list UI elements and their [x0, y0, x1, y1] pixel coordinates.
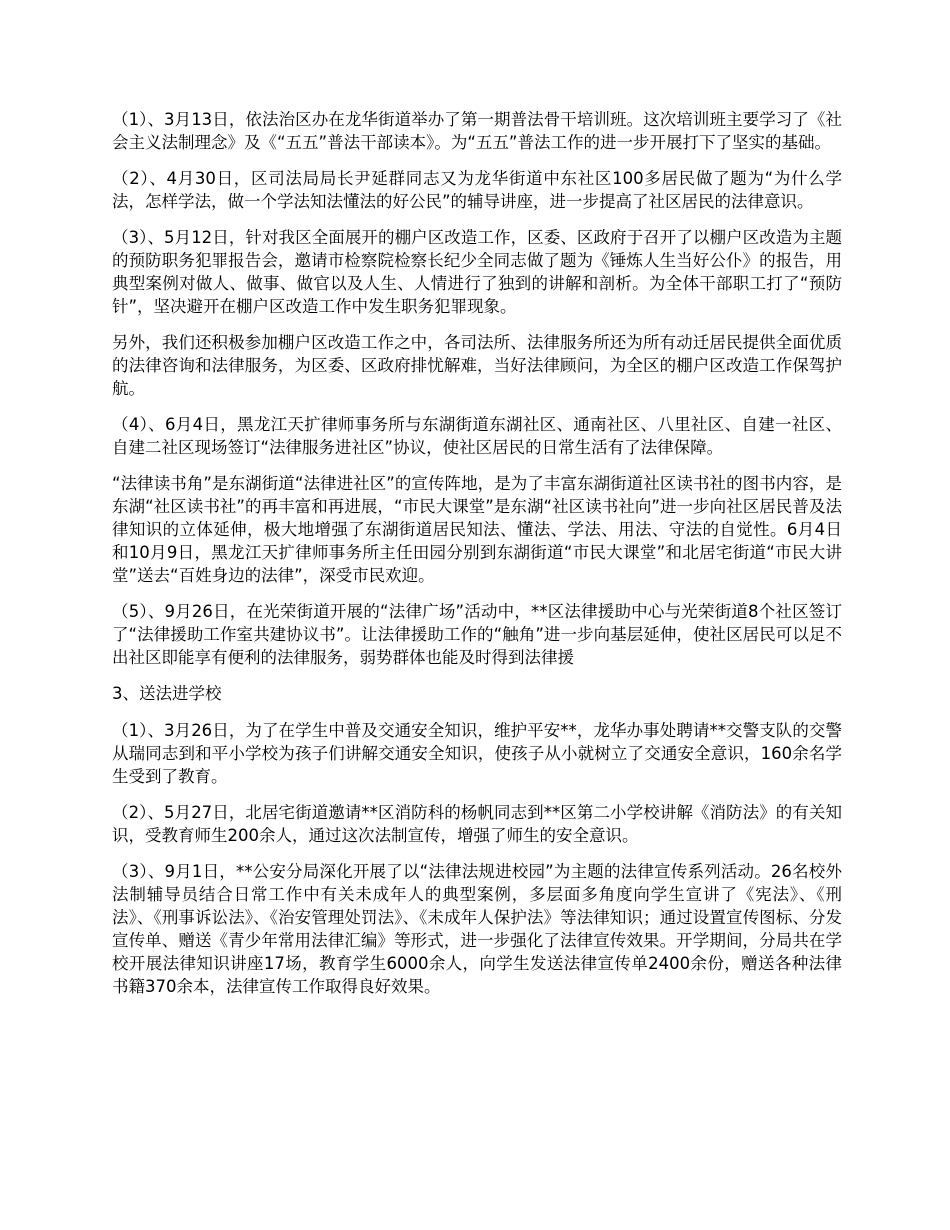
paragraph-8: （1）、3月26日，为了在学生中普及交通安全知识，维护平安**，龙华办事处聘请**交警支队的交警从瑞同志到和平小学校为孩子们讲解交通安全知识，使孩子从小就树立了交通安全意识，160余名学生受到了教育。 [112, 721, 842, 786]
section-heading: 3、送法进学校 [112, 684, 222, 703]
paragraph-4: 另外，我们还积极参加棚户区改造工作之中，各司法所、法律服务所还为所有动迁居民提供全面优质的法律咨询和法律服务，为区委、区政府排忧解难，当好法律顾问，为全区的棚户区改造工作保驾护航。 [112, 333, 842, 398]
paragraph-10: （3）、9月1日，**公安分局深化开展了以“法律法规进校园”为主题的法律宣传系列活动。26名校外法制辅导员结合日常工作中有关未成年人的典型案例，多层面多角度向学生宣讲了《宪法》、《刑法》、《刑事诉讼法》、《治安管理处罚法》、《未成年人保护法》等法律知识；通过设置宣传图标、分发宣传单、赠送《青少年常用法律汇编》等形式，进一步强化了法律宣传效果。开学期间，分局共在学校开展法律知识讲座17场，教育学生6000余人，向学生发送法律宣传单2400余份，赠送各种法律书籍370余本，法律宣传工作取得良好效果。 [112, 862, 842, 996]
paragraph-6: “法律读书角”是东湖街道“法律进社区”的宣传阵地，是为了丰富东湖街道社区读书社的图书内容，是东湖“社区读书社”的再丰富和再进展，“市民大课堂”是东湖“社区读书社向”进一步向社区居民普及法律知识的立体延伸，极大地增强了东湖街道居民知法、懂法、学法、用法、守法的自觉性。6月4日和10月9日，黑龙江天扩律师事务所主任田园分别到东湖街道“市民大课堂”和北居宅街道“市民大讲堂”送去“百姓身边的法律”，深受市民欢迎。 [112, 474, 842, 585]
paragraph-1: （1）、3月13日，依法治区办在龙华街道举办了第一期普法骨干培训班。这次培训班主要学习了《社会主义法制理念》及《“五五”普法干部读本》。为“五五”普法工作的进一步开展打下了坚实的基础。 [112, 110, 842, 152]
paragraph-7: （5）、9月26日，在光荣街道开展的“法律广场”活动中，**区法律援助中心与光荣街道8个社区签订了“法律援助工作室共建协议书”。让法律援助工作的“触角”进一步向基层延伸，使社区居民可以足不出社区即能享有便利的法律服务，弱势群体也能及时得到法律援 [112, 602, 842, 667]
paragraph-3: （3）、5月12日，针对我区全面展开的棚户区改造工作，区委、区政府于召开了以棚户区改造为主题的预防职务犯罪报告会，邀请市检察院检察长纪少全同志做了题为《锤炼人生当好公仆》的报告，用典型案例对做人、做事、做官以及人生、人情进行了独到的讲解和剖析。为全体干部职工打了“预防针”，坚决避开在棚户区改造工作中发生职务犯罪现象。 [112, 228, 842, 316]
paragraph-9: （2）、5月27日，北居宅街道邀请**区消防科的杨帆同志到**区第二小学校讲解《消防法》的有关知识，受教育师生200余人，通过这次法制宣传，增强了师生的安全意识。 [112, 803, 842, 845]
document-body [112, 108, 842, 1011]
paragraph-5: （4）、6月4日，黑龙江天扩律师事务所与东湖街道东湖社区、通南社区、八里社区、自建一社区、自建二社区现场签订“法律服务进社区”协议，使社区居民的日常生活有了法律保障。 [112, 415, 842, 457]
paragraph-2: （2）、4月30日，区司法局局长尹延群同志又为龙华街道中东社区100多居民做了题为“为什么学法，怎样学法，做一个学法知法懂法的好公民”的辅导讲座，进一步提高了社区居民的法律意识。 [112, 169, 842, 211]
